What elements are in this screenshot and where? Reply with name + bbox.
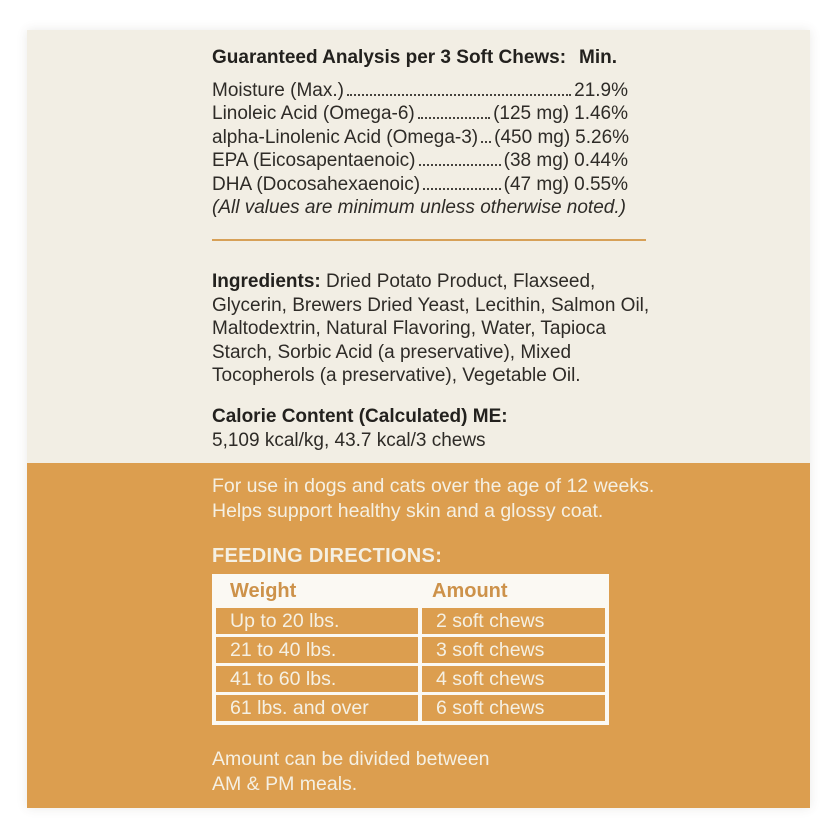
analysis-row-label: DHA (Docosahexaenoic) [212, 173, 421, 195]
ingredients-line: Tocopherols (a preservative), Vegetable Oil. [212, 365, 581, 387]
amount-cell: 6 soft chews [422, 695, 605, 721]
analysis-row-label: Linoleic Acid (Omega-6) [212, 103, 415, 125]
feeding-content-column [212, 474, 655, 797]
dosage-note-line-2: AM & PM meals. [212, 773, 358, 795]
analysis-row-label: Moisture (Max.) [212, 80, 344, 101]
feeding-table-row [216, 637, 605, 663]
dot-leader [419, 164, 501, 166]
analysis-row-amount: (450 mg) [494, 126, 571, 148]
analysis-row-alpha-linolenic [212, 126, 628, 149]
dot-leader [481, 141, 491, 143]
weight-cell: 61 lbs. and over [216, 695, 418, 721]
feeding-table-row [216, 695, 605, 721]
dosage-note-line-1: Amount can be divided between [212, 748, 490, 770]
dot-leader [423, 188, 501, 190]
ingredients-line [212, 270, 652, 294]
analysis-row-linoleic [212, 102, 628, 125]
analysis-row-value: 1.46% [574, 103, 628, 125]
dot-leader [418, 117, 490, 119]
analysis-content-column [212, 47, 652, 453]
analysis-rows [212, 79, 652, 219]
analysis-row-value: 5.26% [575, 126, 630, 148]
product-label [27, 30, 810, 808]
feeding-directions-heading: FEEDING DIRECTIONS: [212, 545, 443, 567]
usage-line-2: Helps support healthy skin and a glossy coat. [212, 500, 604, 522]
feeding-directions-panel [27, 463, 810, 808]
feeding-table-row [216, 608, 605, 634]
feeding-table [212, 574, 609, 725]
analysis-row-value: 21.9% [574, 80, 628, 101]
calorie-content-value: 5,109 kcal/kg, 43.7 kcal/3 chews [212, 429, 486, 451]
ingredients-line: Glycerin, Brewers Dried Yeast, Lecithin, Salmon Oil, [212, 294, 650, 316]
ingredients-heading: Ingredients: [212, 271, 321, 293]
analysis-minimum-note: (All values are minimum unless otherwise noted.) [212, 197, 626, 219]
analysis-row-label: EPA (Eicosapentaenoic) [212, 150, 416, 172]
guaranteed-analysis-title: Guaranteed Analysis per 3 Soft Chews: [212, 47, 567, 68]
ingredients-text: Dried Potato Product, Flaxseed, [326, 271, 596, 293]
analysis-row-amount: (38 mg) [503, 150, 570, 172]
analysis-row-value: 0.44% [574, 150, 628, 172]
analysis-row-label: alpha-Linolenic Acid (Omega-3) [212, 126, 479, 148]
analysis-row-moisture [212, 79, 628, 102]
analysis-row-amount: (47 mg) [503, 173, 570, 195]
ingredients-line: Starch, Sorbic Acid (a preservative), Mixed [212, 341, 572, 363]
section-divider [212, 239, 646, 241]
feeding-table-row [216, 666, 605, 692]
amount-cell: 2 soft chews [422, 608, 605, 634]
analysis-row-dha [212, 173, 628, 196]
min-column-label: Min. [579, 47, 617, 68]
analysis-row-value: 0.55% [574, 173, 628, 195]
amount-cell: 3 soft chews [422, 637, 605, 663]
weight-column-header: Weight [230, 580, 297, 602]
analysis-row-amount: (125 mg) [493, 103, 570, 125]
ingredients-line: Maltodextrin, Natural Flavoring, Water, Tapioca [212, 318, 606, 340]
analysis-row-epa [212, 149, 628, 172]
feeding-table-header-row [216, 578, 605, 605]
usage-line-1: For use in dogs and cats over the age of 12 weeks. [212, 475, 655, 497]
weight-cell: 41 to 60 lbs. [216, 666, 418, 692]
dot-leader [347, 94, 571, 96]
ingredients-paragraph [212, 270, 652, 388]
calorie-content-heading: Calorie Content (Calculated) ME: [212, 405, 508, 427]
weight-cell: Up to 20 lbs. [216, 608, 418, 634]
weight-cell: 21 to 40 lbs. [216, 637, 418, 663]
guaranteed-analysis-header [212, 47, 628, 69]
amount-cell: 4 soft chews [422, 666, 605, 692]
amount-column-header: Amount [432, 580, 508, 602]
guaranteed-analysis-panel [27, 30, 810, 463]
